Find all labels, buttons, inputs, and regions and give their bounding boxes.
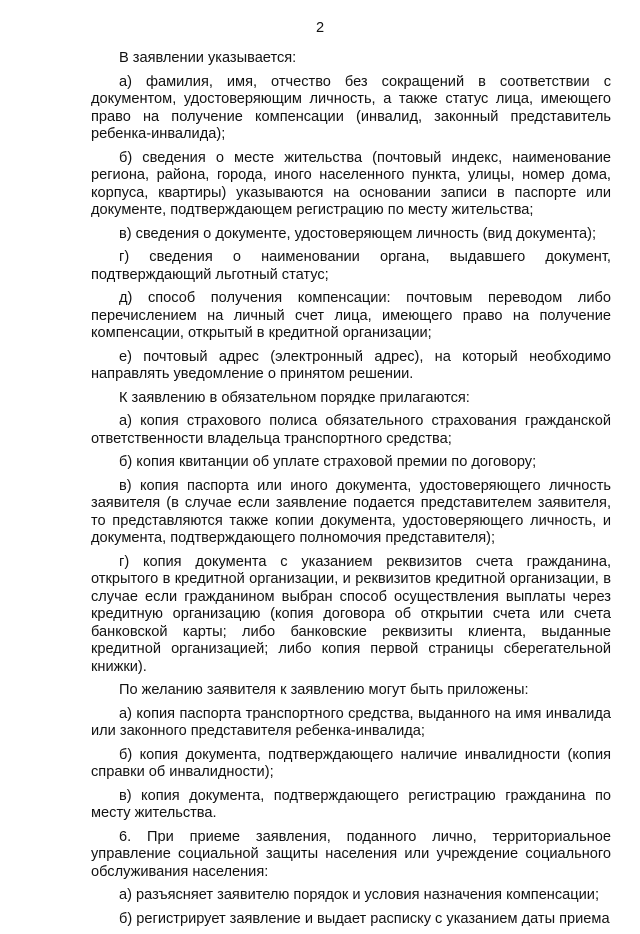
paragraph-item-g: г) сведения о наименовании органа, выдавшего документ, подтверждающий льготный статус; [91,249,611,283]
paragraph-attachments-intro: К заявлению в обязательном порядке прилагаются: [119,389,470,406]
paragraph-attachment-b: б) копия квитанции об уплате страховой премии по договору; [119,454,537,470]
paragraph-item-e: е) почтовый адрес (электронный адрес), на который необходимо направлять уведомление о принятом решении. [91,348,611,382]
paragraph-section-6: 6. При приеме заявления, поданного лично, территориальное управление социальной защиты населения или учреждение социального обслуживания населения: [91,828,611,880]
paragraph-attachment-g: г) копия документа с указанием реквизитов счета гражданина, открытого в кредитной организации, и реквизитов кредитной организации, в случае если гражданином выбран способ осуществления выплаты через кредитную организацию (копия договора об открытии счета или счета банковской карты; либо банковские реквизиты клиента, выданные кредитной организацией; либо копия первой страницы сберегательной книжки). [91,553,611,675]
paragraph-intro: В заявлении указывается: [119,50,297,66]
paragraph-attachment-a: а) копия страхового полиса обязательного страхования гражданской ответственности владельца транспортного средства; [91,413,611,447]
paragraph-item-a: а) фамилия, имя, отчество без сокращений в соответствии с документом, удостоверяющим личность, а также статус лица, имеющего право на получение компенсации (инвалид, законный представитель ребенка-инвалида); [91,73,611,142]
paragraph-item-v: в) сведения о документе, удостоверяющем личность (вид документа); [119,225,597,242]
paragraph-item-b: б) сведения о месте жительства (почтовый индекс, наименование региона, района, города, иного населенного пункта, улицы, номер дома, корпуса, квартиры) указываются на основании записи в паспорте или документе, подтверждающем регистрацию по месту жительства; [91,149,611,218]
paragraph-optional-v: в) копия документа, подтверждающего регистрацию гражданина по месту жительства. [91,787,611,821]
paragraph-section-6-b: б) регистрирует заявление и выдает расписку с указанием даты приема [119,910,610,927]
paragraph-optional-a: а) копия паспорта транспортного средства, выданного на имя инвалида или законного представителя ребенка-инвалида; [91,705,611,739]
paragraph-item-d: д) способ получения компенсации: почтовым переводом либо перечислением на личный счет лица, имеющего право на получение компенсации, открытый в кредитной организации; [91,290,611,341]
paragraph-optional-intro: По желанию заявителя к заявлению могут быть приложены: [119,682,529,698]
document-body [91,50,611,934]
page-number: 2 [315,20,325,36]
paragraph-attachment-v: в) копия паспорта или иного документа, удостоверяющего личность заявителя (в случае если заявление подается представителем заявителя, то представляются также копии документа, удостоверяющего личность, и документа, подтверждающего полномочия представителя); [91,477,611,546]
paragraph-section-6-a: а) разъясняет заявителю порядок и условия назначения компенсации; [119,887,599,903]
paragraph-optional-b: б) копия документа, подтверждающего наличие инвалидности (копия справки об инвалидности); [91,746,611,780]
